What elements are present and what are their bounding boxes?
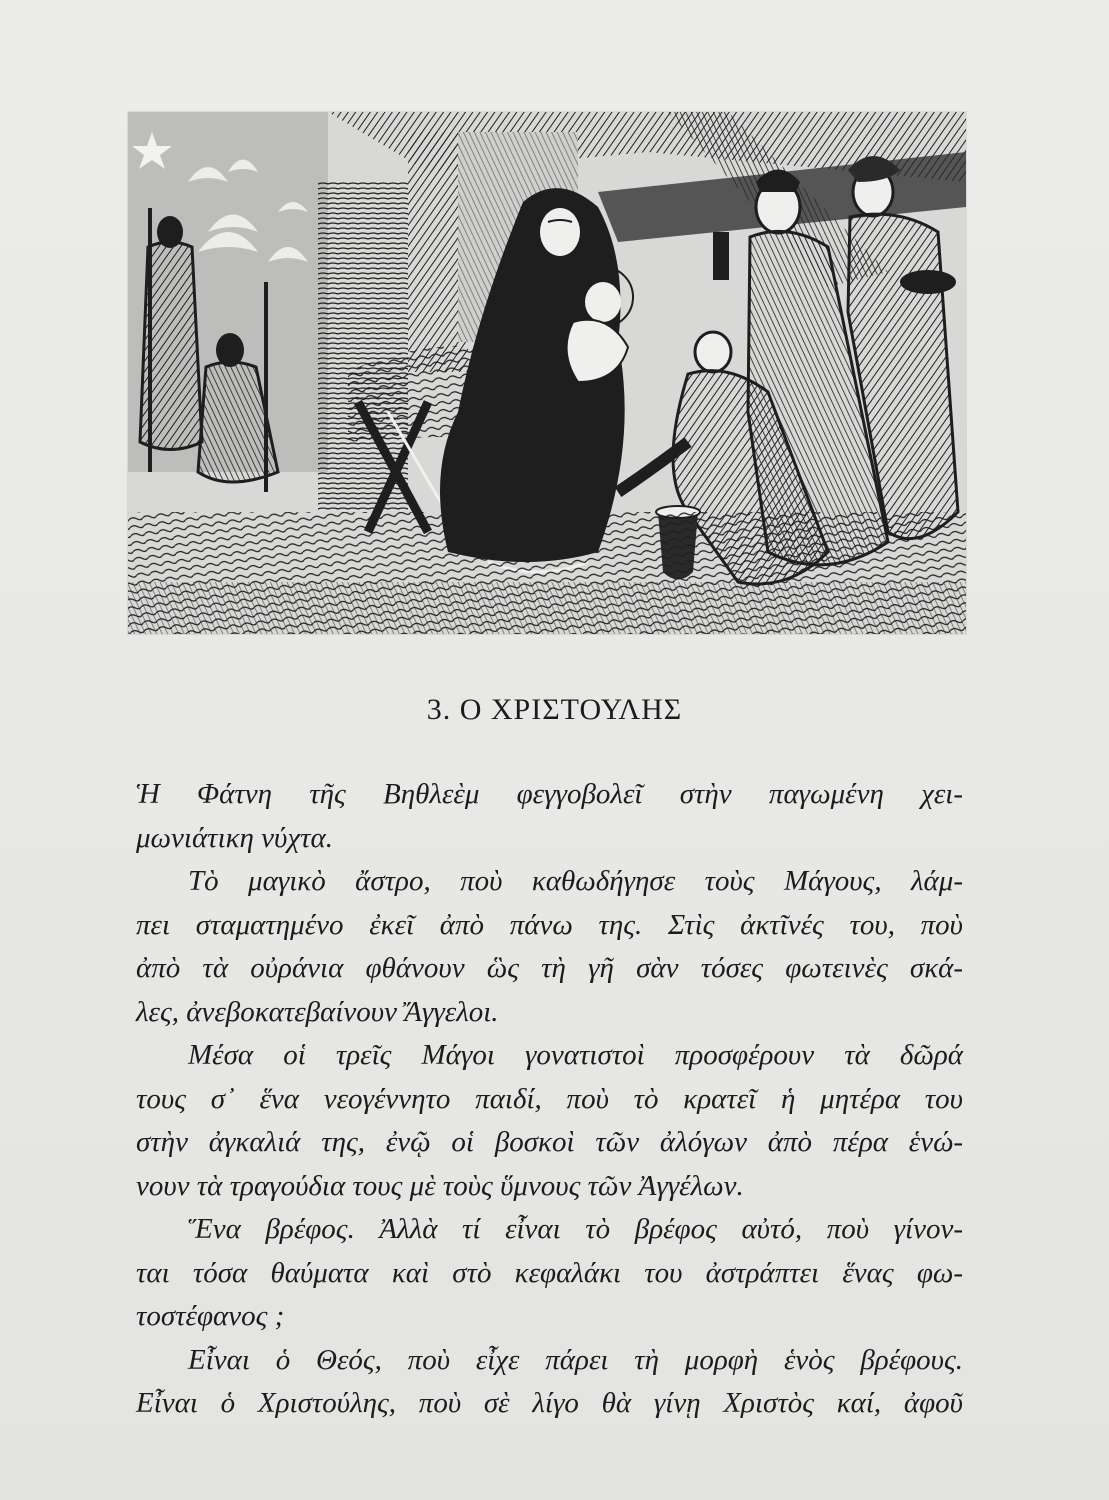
text-line: νουν τὰ τραγούδια τους μὲ τοὺς ὕμνους τῶν Ἀγγέλων. — [136, 1169, 744, 1202]
text-line: ται τόσα θαύματα καὶ στὸ κεφαλάκι του ἀστράπτει ἕνας φω- — [136, 1256, 963, 1289]
text-line: Ἡ Φάτνη τῆς Βηθλεὲμ φεγγοβολεῖ στὴν παγωμένη χει- — [136, 778, 963, 810]
text-line: Ἕνα βρέφος. Ἀλλὰ τί εἶναι τὸ βρέφος αὐτό, ποὺ γίνον- — [188, 1213, 963, 1245]
text-line: τοστέφανος ; — [136, 1300, 285, 1332]
text-line: πει σταματημένο ἐκεῖ ἀπὸ πάνω της. Στὶς ἀκτῖνές του, ποὺ — [136, 908, 963, 941]
text-line: στὴν ἀγκαλιά της, ἐνῷ οἱ βοσκοὶ τῶν ἀλόγων ἀπὸ πέρα ἑνώ- — [136, 1126, 963, 1158]
text-line: Εἶναι ὁ Χριστούλης, ποὺ σὲ λίγο θὰ γίνῃ Χριστὸς καί, ἀφοῦ — [136, 1387, 963, 1419]
text-line: Τὸ μαγικὸ ἄστρο, ποὺ καθωδήγησε τοὺς Μάγους, λάμ- — [188, 865, 963, 897]
text-line: μωνιάτικη νύχτα. — [136, 821, 333, 854]
chapter-title: 3. Ο ΧΡΙΣΤΟΥΛΗΣ — [426, 693, 683, 726]
text-line: λες, ἀνεβοκατεβαίνουν Ἄγγελοι. — [136, 995, 499, 1028]
nativity-woodcut-svg — [128, 112, 966, 634]
text-line: Μέσα οἱ τρεῖς Μάγοι γονατιστοὶ προσφέρουν τὰ δῶρά — [188, 1039, 963, 1071]
nativity-illustration — [128, 112, 966, 634]
text-line: τους σ᾽ ἕνα νεογέννητο παιδί, ποὺ τὸ κρατεῖ ἡ μητέρα του — [136, 1082, 963, 1115]
text-line: ἀπὸ τὰ οὐράνια φθάνουν ὣς τὴ γῆ σὰν τόσες φωτεινὲς σκά- — [136, 952, 963, 984]
text-line: Εἶναι ὁ Θεός, ποὺ εἶχε πάρει τὴ μορφὴ ἑνὸς βρέφους. — [188, 1343, 963, 1376]
chapter-body — [136, 773, 963, 1426]
